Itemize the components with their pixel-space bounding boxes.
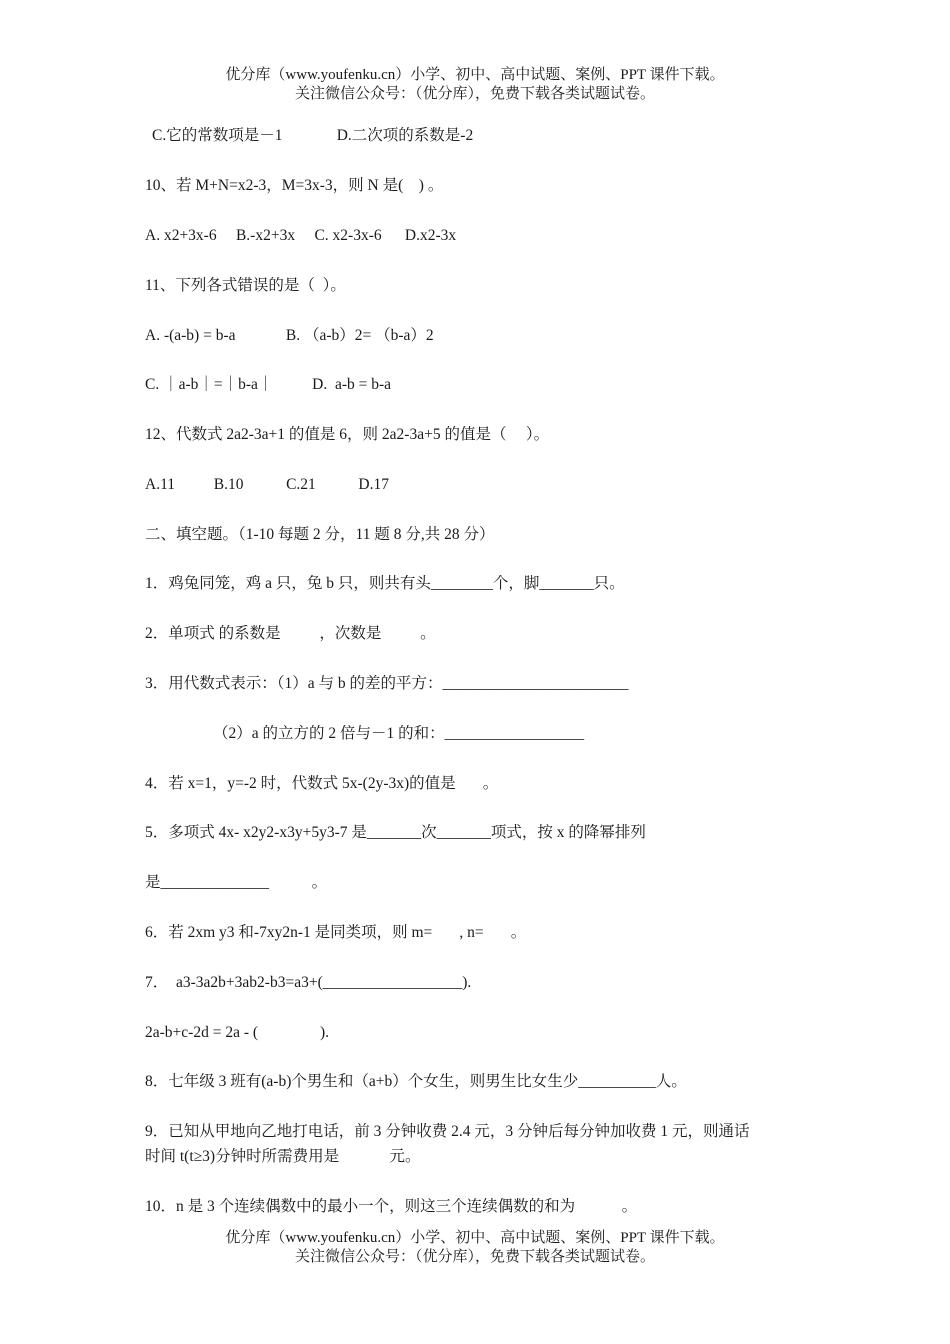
fill-question-9-part-2: 时间 t(t≥3)分钟时所需费用是 元。 — [145, 1148, 421, 1165]
question-10-options: A. x2+3x-6 B.-x2+3x C. x2-3x-6 D.x2-3x — [145, 227, 457, 244]
footer-line-2: 关注微信公众号：（优分库），免费下载各类试题试卷。 — [294, 1249, 655, 1265]
question-10: 10、若 M+N=x2-3，M=3x-3，则 N 是( ) 。 — [145, 177, 444, 194]
header-line-1: 优分库（www.youfenku.cn）小学、初中、高中试题、案例、PPT 课件下载。 — [225, 67, 725, 83]
fill-question-7-part-2: 2a-b+c-2d = 2a - ( ). — [145, 1024, 330, 1041]
q9-options-cd: C.它的常数项是－1 D.二次项的系数是-2 — [152, 127, 474, 144]
fill-question-1: 1．鸡兔同笼，鸡 a 只，兔 b 只，则共有头________个，脚_______只。 — [145, 575, 625, 592]
question-11-options-ab: A. -(a-b) = b-a B. （a-b）2= （b-a）2 — [145, 327, 434, 344]
fill-question-3-part-1: 3．用代数式表示：（1）a 与 b 的差的平方：________________________ — [145, 675, 629, 692]
question-11: 11、下列各式错误的是（ ）。 — [145, 277, 346, 294]
fill-question-8: 8．七年级 3 班有(a-b)个男生和（a+b）个女生，则男生比女生少__________人。 — [145, 1073, 687, 1090]
page-header — [0, 66, 950, 104]
fill-question-7-part-1: 7． a3-3a2b+3ab2-b3=a3+(__________________). — [145, 974, 472, 991]
fill-question-10: 10．n 是 3 个连续偶数中的最小一个，则这三个连续偶数的和为 。 — [145, 1198, 638, 1215]
section-2-heading: 二、填空题。（1-10 每题 2 分，11 题 8 分,共 28 分） — [145, 526, 495, 543]
fill-question-5-part-2: 是______________ 。 — [145, 874, 328, 891]
question-12-options: A.11 B.10 C.21 D.17 — [145, 476, 389, 493]
fill-question-3-part-2: （2）a 的立方的 2 倍与－1 的和：__________________ — [213, 725, 585, 742]
header-line-2: 关注微信公众号：（优分库），免费下载各类试题试卷。 — [294, 86, 655, 102]
question-12: 12、代数式 2a2-3a+1 的值是 6，则 2a2-3a+5 的值是（ ）。 — [145, 426, 550, 443]
fill-question-5-part-1: 5．多项式 4x- x2y2-x3y+5y3-7 是_______次_______项式，按 x 的降幂排列 — [145, 824, 646, 841]
question-11-options-cd: C. ｜a-b｜=｜b-a｜ D. a-b = b-a — [145, 376, 392, 393]
fill-question-9-part-1: 9．已知从甲地向乙地打电话，前 3 分钟收费 2.4 元，3 分钟后每分钟加收费 1 元，则通话 — [145, 1123, 750, 1140]
fill-question-4: 4．若 x=1，y=-2 时，代数式 5x-(2y-3x)的值是 。 — [145, 775, 499, 792]
fill-question-2: 2．单项式 的系数是 ，次数是 。 — [145, 625, 436, 642]
page-footer — [0, 1229, 950, 1267]
fill-question-6: 6．若 2xm y3 和-7xy2n-1 是同类项，则 m= , n= 。 — [145, 924, 527, 941]
footer-line-1: 优分库（www.youfenku.cn）小学、初中、高中试题、案例、PPT 课件下载。 — [225, 1230, 725, 1246]
